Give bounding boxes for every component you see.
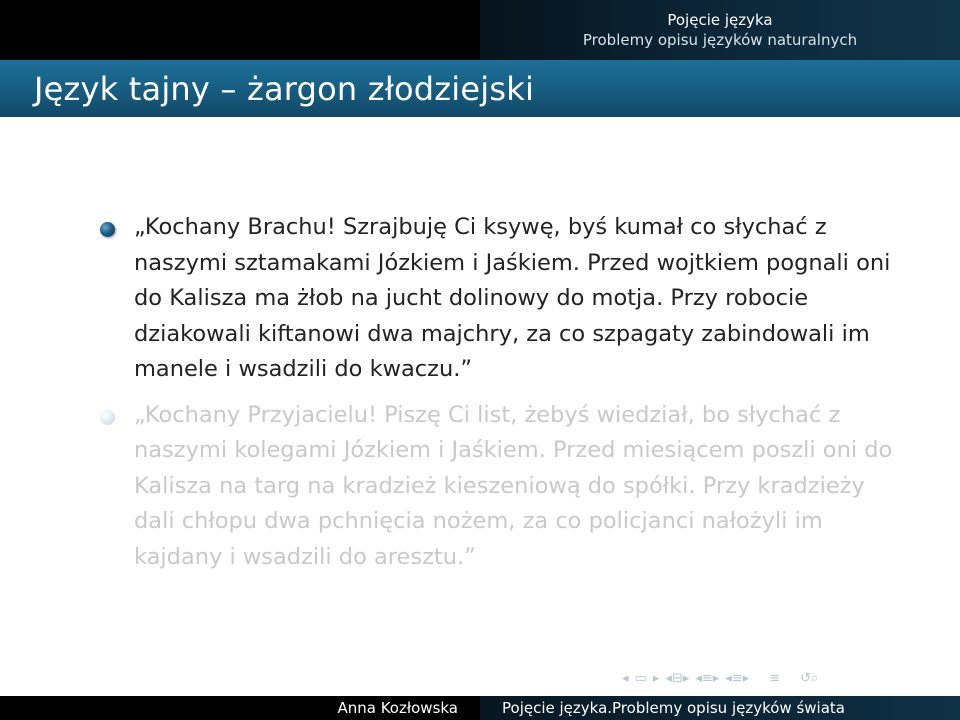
footer-title: Pojęcie języka.Problemy opisu języków świata	[502, 699, 845, 717]
frame-title-bar	[0, 60, 960, 117]
author-name: Anna Kozłowska	[337, 699, 458, 717]
slide-content	[100, 210, 900, 585]
arrow-right-icon[interactable]: ▸	[652, 670, 660, 686]
headline-right-panel	[480, 0, 960, 60]
ball-bullet-icon	[100, 410, 115, 425]
ball-bullet-icon	[100, 222, 115, 237]
align-icon[interactable]: ≡	[769, 670, 781, 686]
section-title[interactable]: Pojęcie języka	[667, 11, 773, 29]
headline-left-panel	[0, 0, 480, 60]
frame-icon[interactable]: ▭	[634, 670, 647, 686]
footline-right-panel	[480, 696, 960, 720]
search-icon[interactable]: ↺⌕	[800, 670, 819, 686]
section-icon[interactable]: ◂≡▸	[695, 670, 720, 686]
list-item-text: „Kochany Przyjacielu! Piszę Ci list, żebyś wiedział, bo słychać z naszymi kolegami Józkiem i Jaśkiem. Przed miesiącem poszli oni do Kalisza na targ na kradzież kieszeniową do spółki. Przy kradzieży dali chłopu dwa pchnięcia nożem, za co policjanci nałożyli im kajdany i wsadzili do aresztu.”	[134, 401, 893, 570]
subsection-title[interactable]: Problemy opisu języków naturalnych	[582, 31, 858, 49]
headline-bar	[0, 0, 960, 60]
footline-left-panel	[0, 696, 480, 720]
subsection-icon[interactable]: ◂⊟▸	[665, 670, 690, 686]
list-item-covered	[100, 398, 900, 576]
list-item-active	[100, 210, 900, 388]
navigation-symbols	[622, 668, 818, 688]
footline-bar	[0, 696, 960, 720]
list-item-text: „Kochany Brachu! Szrajbuję Ci ksywę, byś kumał co słychać z naszymi sztamakami Józkiem i Jaśkiem. Przed wojtkiem pognali oni do Kalisza ma żłob na jucht dolinowy do motja. Przy robocie dziakowali kiftanowi dwa majchry, za co szpagaty zabindowali im manele i wsadzili do kwaczu.”	[134, 214, 891, 382]
arrow-left-icon[interactable]: ◂	[622, 670, 629, 686]
frame-title: Język tajny – żargon złodziejski	[34, 69, 535, 108]
section-next-icon[interactable]: ◂≡▸	[725, 670, 750, 686]
